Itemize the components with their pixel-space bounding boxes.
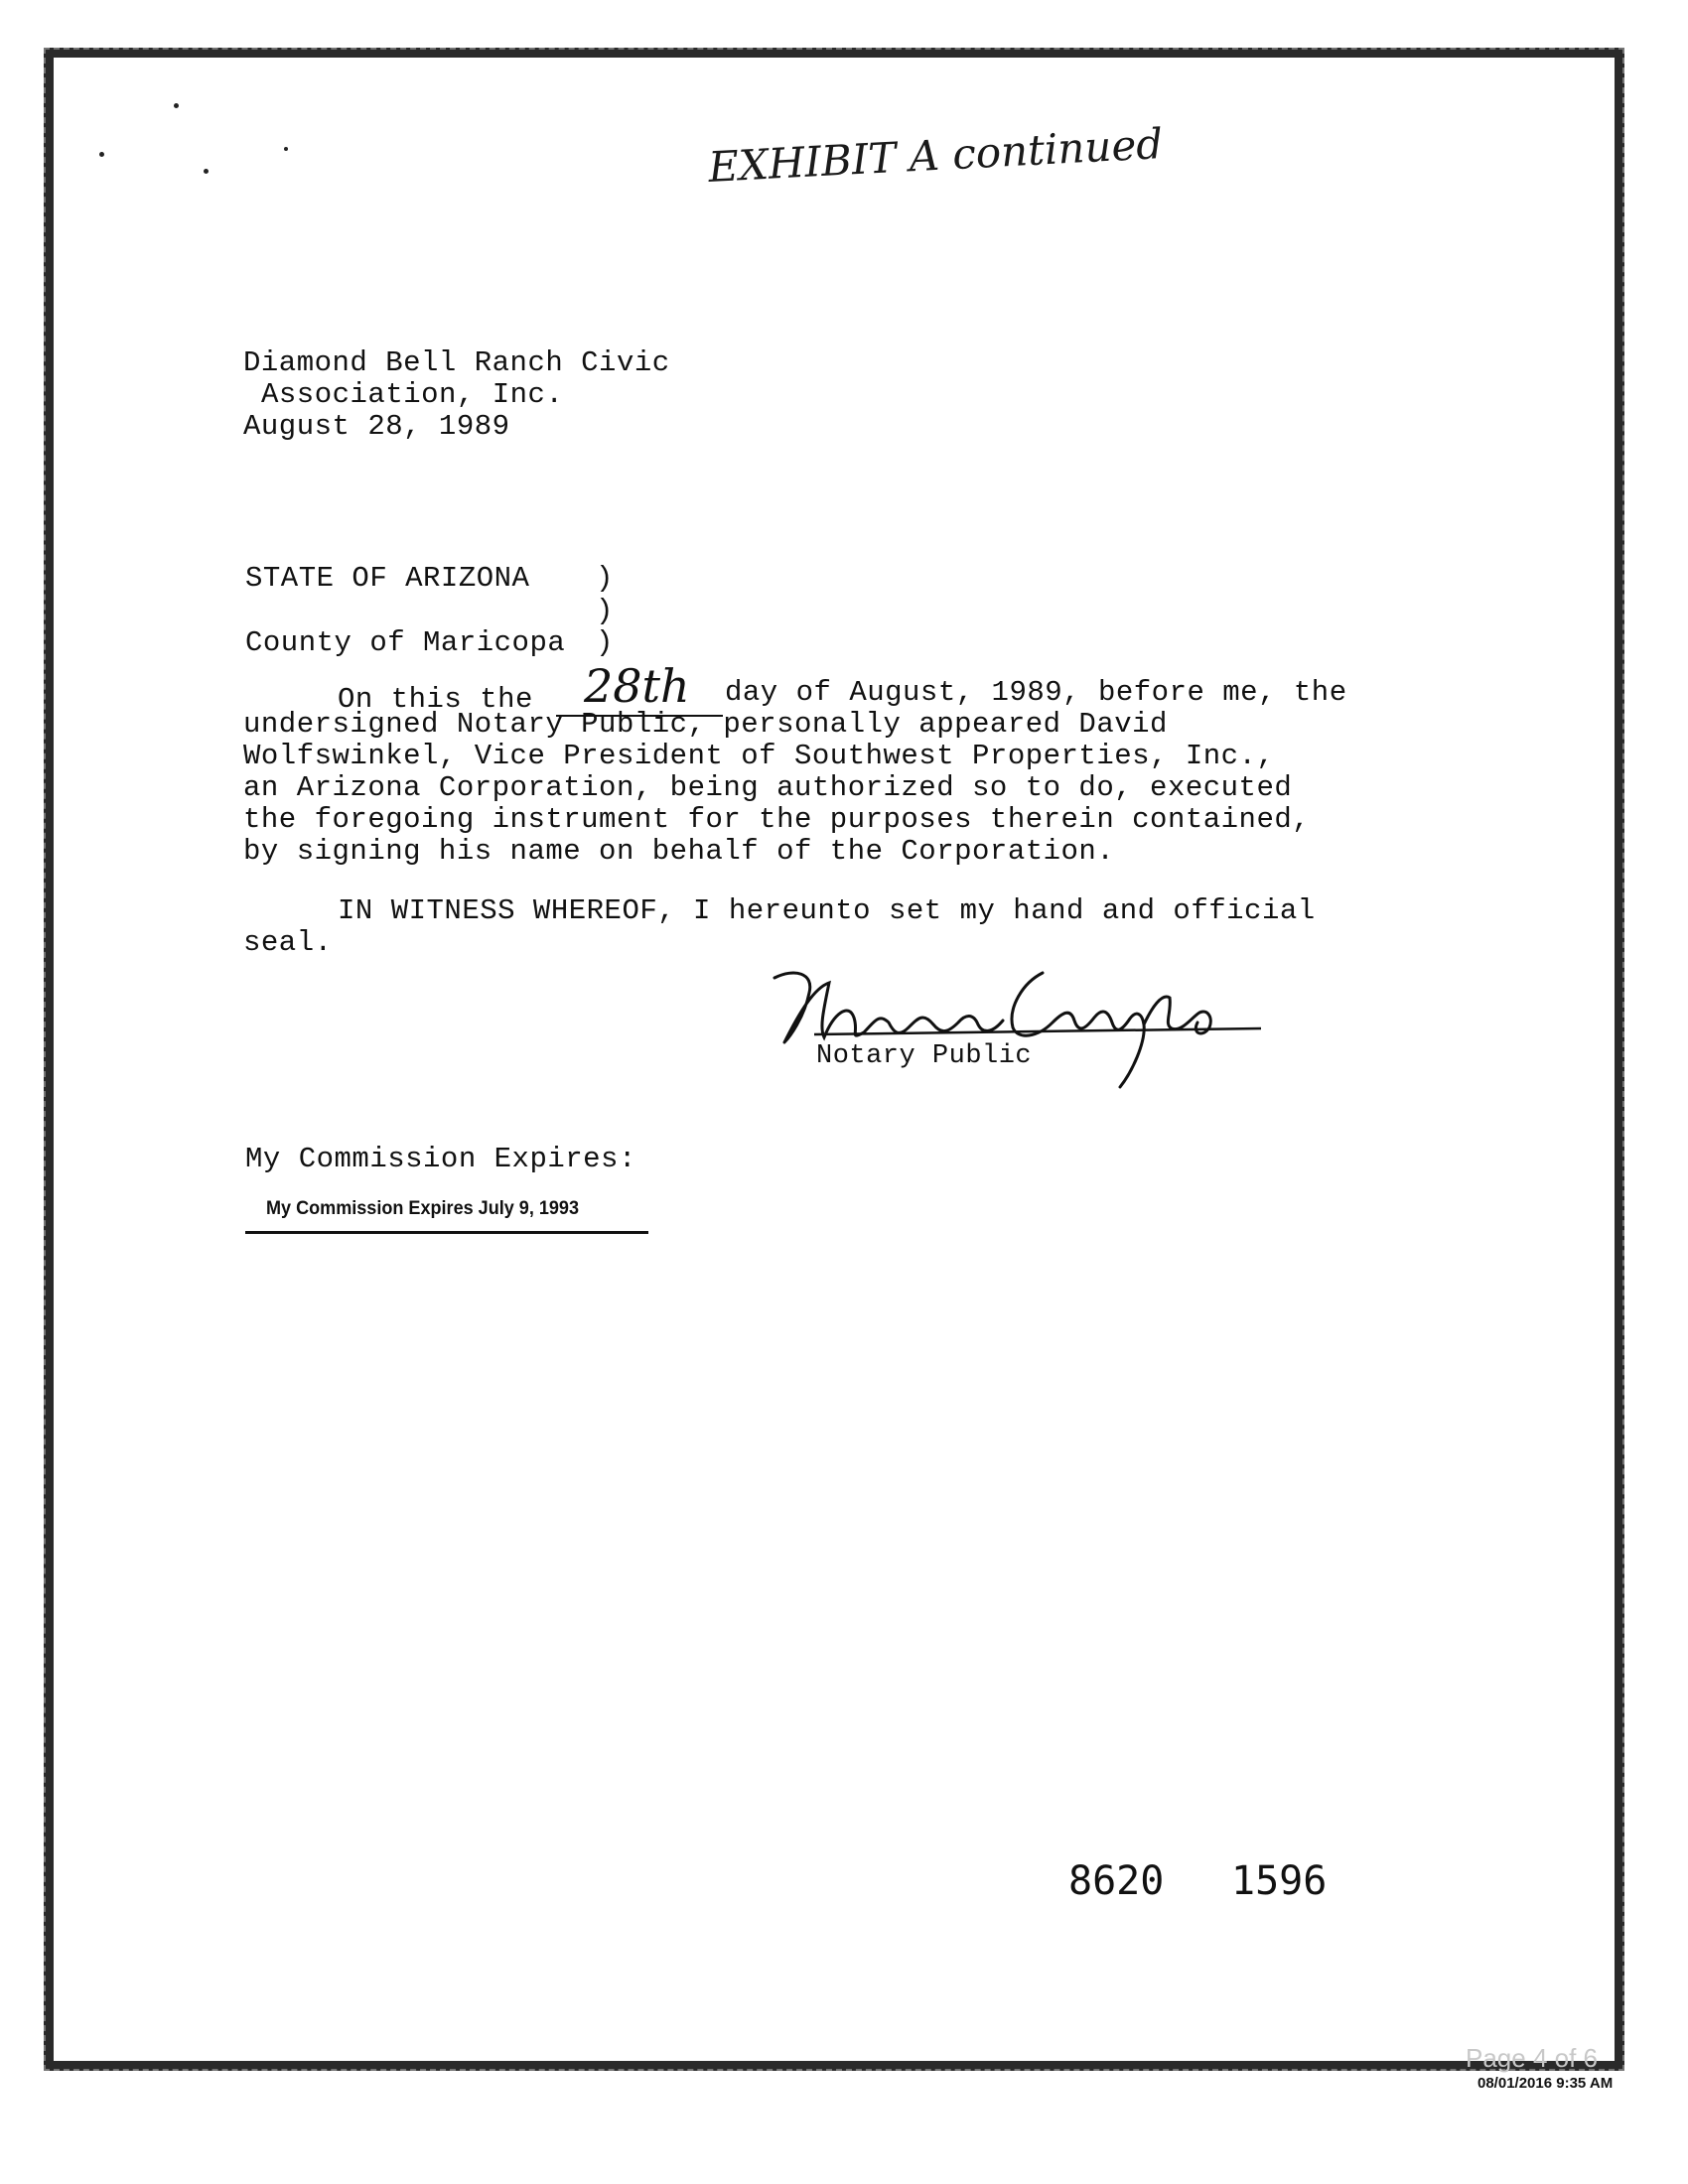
scan-speck bbox=[204, 169, 209, 174]
page-label: Page 4 of 6 bbox=[1466, 2043, 1598, 2073]
header-date: August 28, 1989 bbox=[243, 410, 510, 443]
notary-signature bbox=[755, 963, 1271, 1092]
ack-line-6: by signing his name on behalf of the Corporation. bbox=[243, 835, 1115, 868]
exhibit-note: EXHIBIT A continued bbox=[707, 119, 1165, 192]
commission-label: My Commission Expires: bbox=[245, 1143, 636, 1175]
venue-state: STATE OF ARIZONA bbox=[245, 562, 530, 595]
venue-county: County of Maricopa bbox=[245, 626, 566, 659]
page-number: 1596 bbox=[1231, 1858, 1328, 1904]
venue-paren: ) bbox=[596, 626, 614, 659]
venue-paren: ) bbox=[596, 595, 614, 627]
ack-day-handwritten: 28th bbox=[584, 659, 690, 713]
commission-stamp: My Commission Expires July 9, 1993 bbox=[266, 1198, 580, 1219]
ack-line-5: the foregoing instrument for the purposes therein contained, bbox=[243, 803, 1311, 836]
print-timestamp: 08/01/2016 9:35 AM bbox=[1477, 2075, 1614, 2092]
scan-speck bbox=[99, 152, 104, 157]
header-line-2: Association, Inc. bbox=[261, 378, 564, 411]
ack-line-4: an Arizona Corporation, being authorized so to do, executed bbox=[243, 771, 1293, 804]
ack-lead: On this the bbox=[338, 683, 533, 716]
witness-line-1: IN WITNESS WHEREOF, I hereunto set my hand and official bbox=[338, 894, 1316, 927]
docket-number: 8620 bbox=[1068, 1858, 1165, 1904]
ack-line-3: Wolfswinkel, Vice President of Southwest Properties, Inc., bbox=[243, 740, 1275, 772]
header-line-1: Diamond Bell Ranch Civic bbox=[243, 346, 670, 379]
scan-speck bbox=[284, 147, 288, 151]
commission-line bbox=[245, 1231, 648, 1234]
ack-line-1: day of August, 1989, before me, the bbox=[725, 676, 1347, 709]
ack-line-2: undersigned Notary Public, personally appeared David bbox=[243, 708, 1168, 741]
scan-speck bbox=[174, 103, 179, 108]
signature-title: Notary Public bbox=[816, 1041, 1033, 1071]
venue-paren: ) bbox=[596, 562, 614, 595]
witness-line-2: seal. bbox=[243, 926, 333, 959]
